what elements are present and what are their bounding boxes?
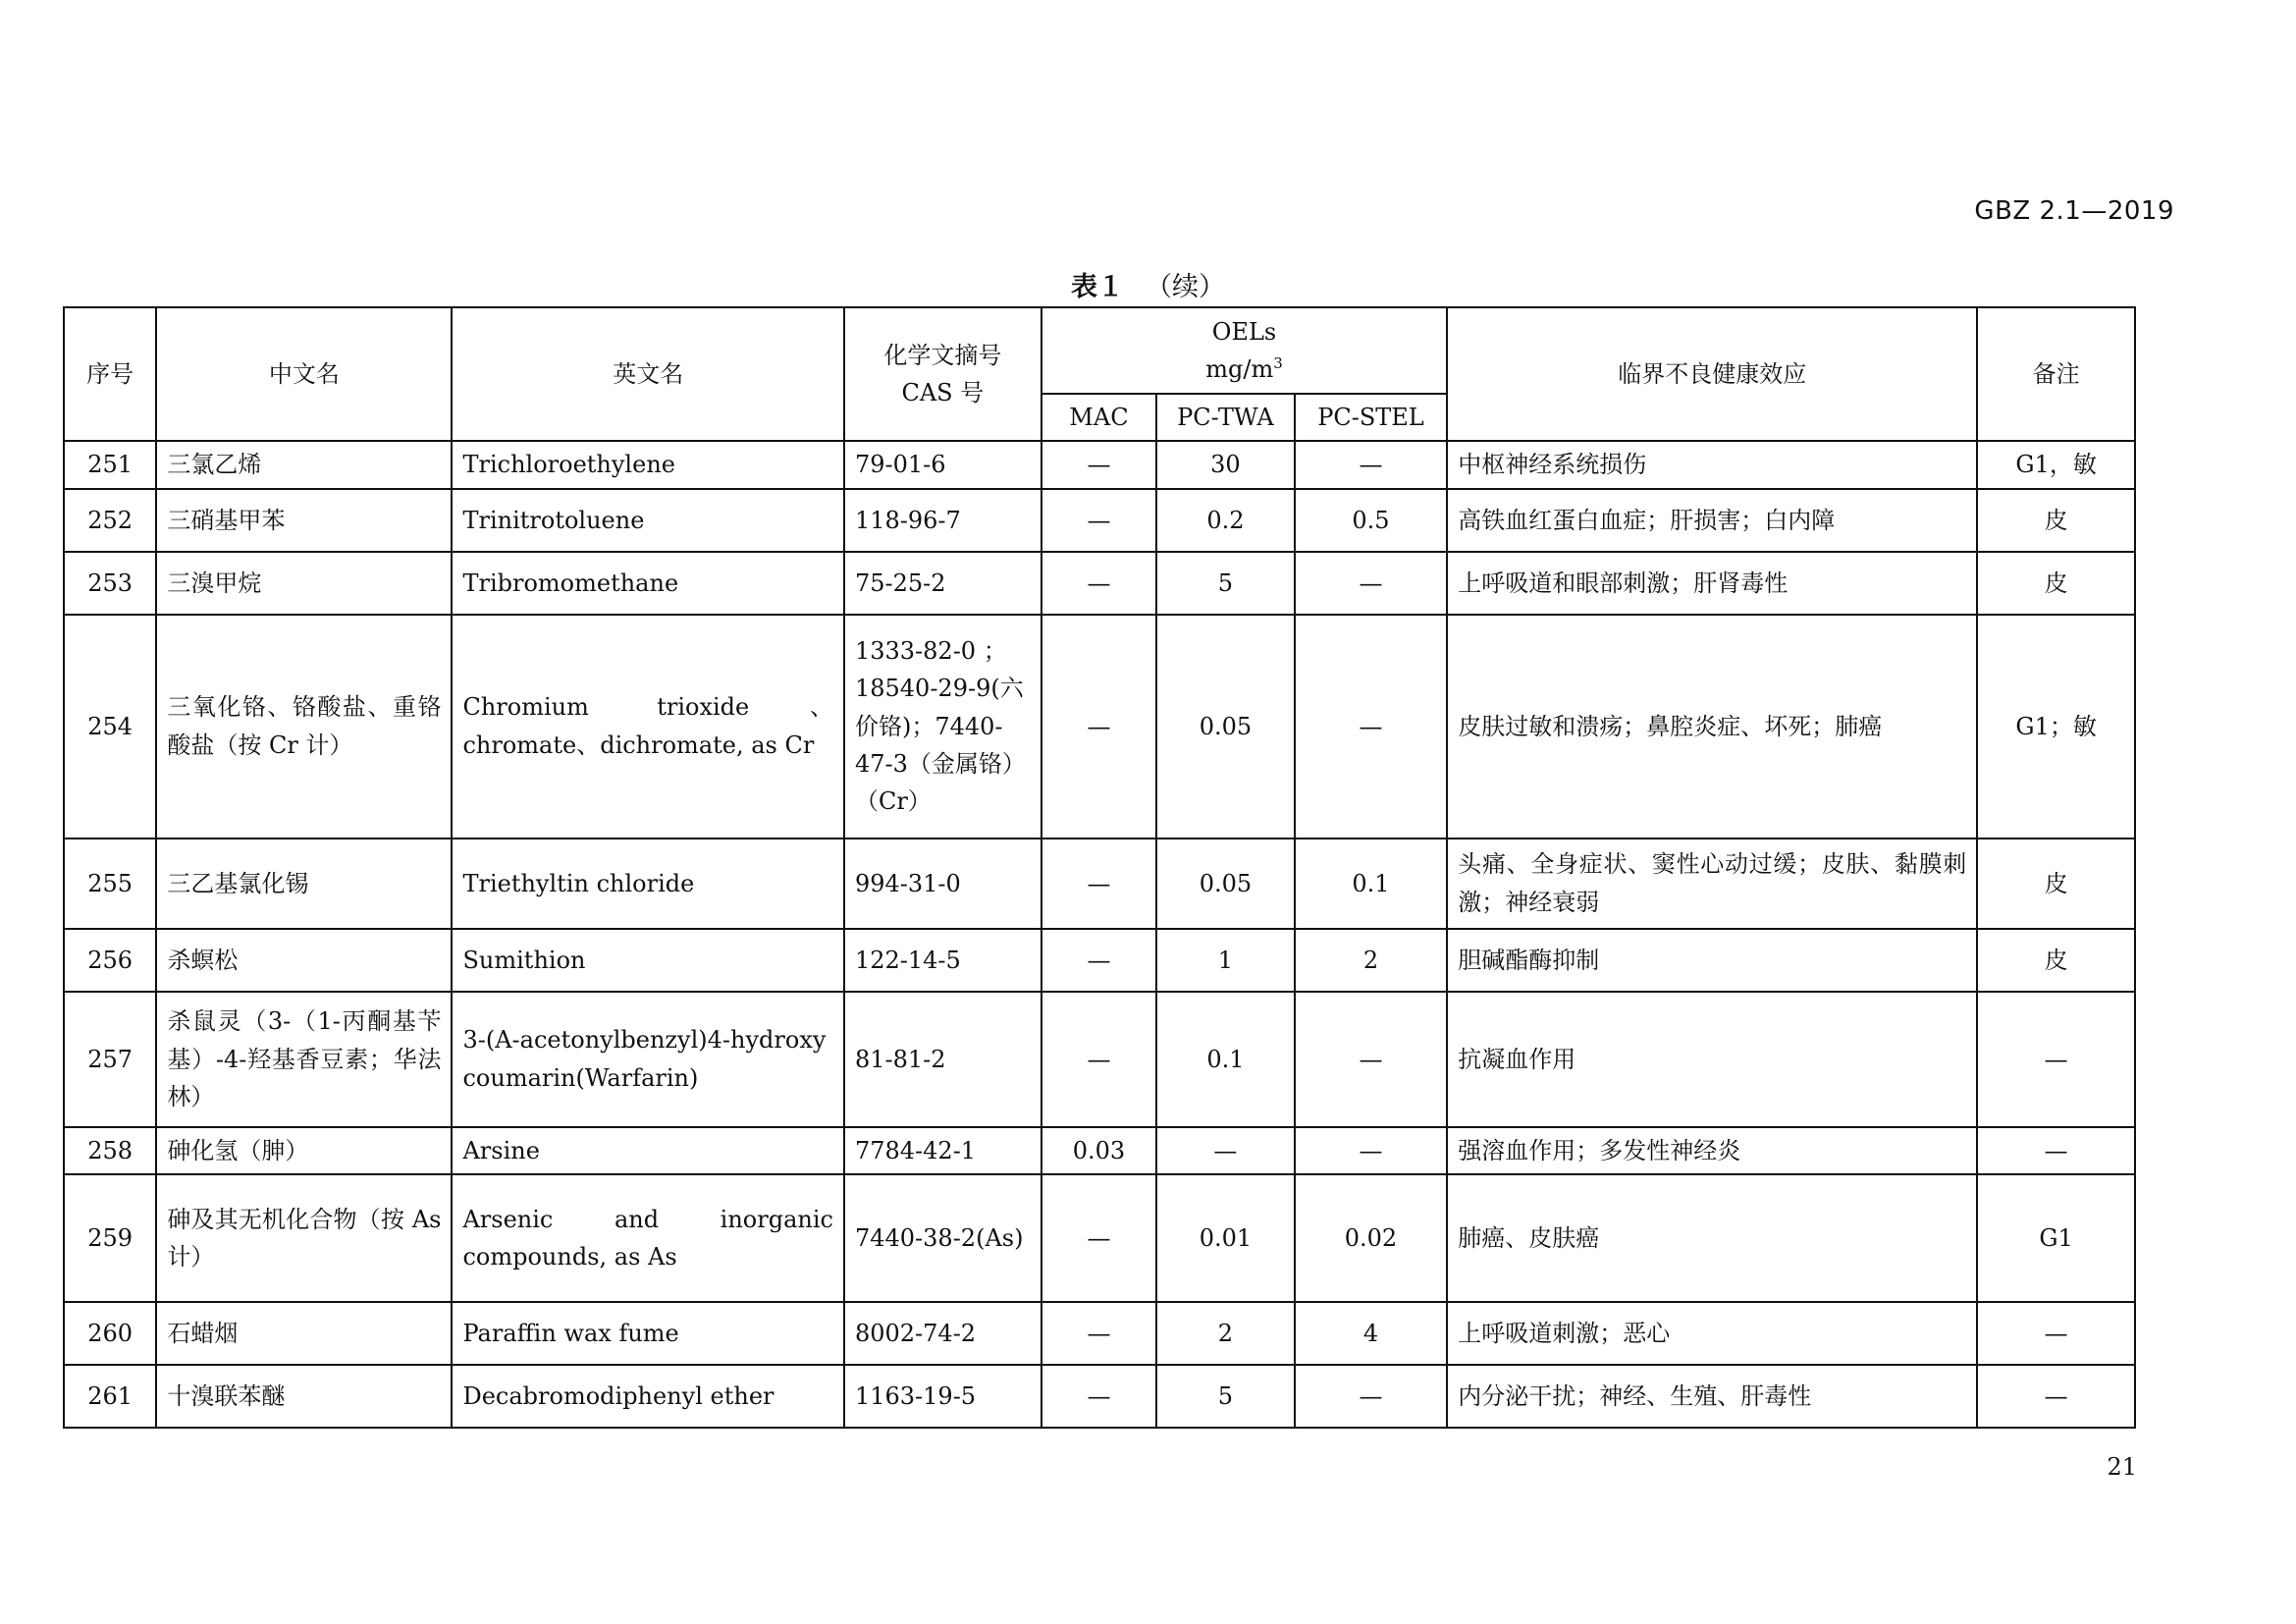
cell-cas: 79-01-6 (844, 441, 1041, 488)
cell-remark: 皮 (1977, 489, 2135, 552)
cell-cas: 118-96-7 (844, 489, 1041, 552)
cell-pc-twa: 2 (1156, 1302, 1295, 1365)
col-header-cas (844, 307, 1041, 441)
cell-cn-name: 石蜡烟 (156, 1302, 452, 1365)
cell-effect: 内分泌干扰；神经、生殖、肝毒性 (1447, 1365, 1977, 1428)
cell-effect: 肺癌、皮肤癌 (1447, 1174, 1977, 1302)
cell-pc-stel: — (1295, 615, 1448, 839)
cell-effect: 抗凝血作用 (1447, 992, 1977, 1127)
cell-cn-name: 三氯乙烯 (156, 441, 452, 488)
cell-cas: 122-14-5 (844, 929, 1041, 992)
cell-seq: 253 (64, 552, 156, 615)
cell-remark: — (1977, 992, 2135, 1127)
cell-pc-stel: — (1295, 1127, 1448, 1174)
cell-mac: — (1041, 615, 1156, 839)
cell-effect: 胆碱酯酶抑制 (1447, 929, 1977, 992)
page-number: 21 (2107, 1453, 2137, 1481)
cell-mac: — (1041, 929, 1156, 992)
table-row (64, 615, 2135, 839)
cell-seq: 258 (64, 1127, 156, 1174)
cell-cas: 994-31-0 (844, 839, 1041, 929)
cell-en-name: Chromium trioxide、chromate、dichromate, as Cr (452, 615, 844, 839)
cell-seq: 255 (64, 839, 156, 929)
cell-pc-twa: — (1156, 1127, 1295, 1174)
col-header-oels-unit-exponent: 3 (1273, 354, 1283, 372)
table-row (64, 1127, 2135, 1174)
table-caption (0, 265, 2296, 303)
cell-cn-name: 杀鼠灵（3-（1-丙酮基苄基）-4-羟基香豆素；华法林） (156, 992, 452, 1127)
cell-pc-twa: 1 (1156, 929, 1295, 992)
cell-pc-stel: — (1295, 992, 1448, 1127)
cell-mac: — (1041, 1302, 1156, 1365)
cell-cn-name: 砷及其无机化合物（按 As 计） (156, 1174, 452, 1302)
cell-cn-name: 三氧化铬、铬酸盐、重铬酸盐（按 Cr 计） (156, 615, 452, 839)
cell-mac: — (1041, 992, 1156, 1127)
cell-effect: 强溶血作用；多发性神经炎 (1447, 1127, 1977, 1174)
cell-cas: 1333-82-0 ；18540-29-9(六价铬)；7440-47-3（金属铬）（Cr） (844, 615, 1041, 839)
cell-mac: — (1041, 441, 1156, 488)
cell-remark: 皮 (1977, 552, 2135, 615)
cell-seq: 259 (64, 1174, 156, 1302)
cell-remark: — (1977, 1302, 2135, 1365)
col-header-cas-line2: CAS 号 (901, 379, 985, 407)
cell-en-name: Triethyltin chloride (452, 839, 844, 929)
oel-table (63, 306, 2136, 1429)
table-caption-continued: （续） (1146, 272, 1225, 302)
cell-seq: 257 (64, 992, 156, 1127)
cell-cn-name: 三硝基甲苯 (156, 489, 452, 552)
cell-pc-stel: 2 (1295, 929, 1448, 992)
cell-remark: G1，敏 (1977, 441, 2135, 488)
cell-effect: 头痛、全身症状、窦性心动过缓；皮肤、黏膜刺激；神经衰弱 (1447, 839, 1977, 929)
cell-cas: 81-81-2 (844, 992, 1041, 1127)
cell-cn-name: 三溴甲烷 (156, 552, 452, 615)
cell-pc-stel: 0.5 (1295, 489, 1448, 552)
cell-seq: 251 (64, 441, 156, 488)
table-row (64, 552, 2135, 615)
col-header-en-name: 英文名 (452, 307, 844, 441)
cell-cas: 8002-74-2 (844, 1302, 1041, 1365)
cell-mac: — (1041, 1174, 1156, 1302)
standard-code: GBZ 2.1—2019 (1974, 196, 2174, 226)
cell-cn-name: 杀螟松 (156, 929, 452, 992)
table-row (64, 1365, 2135, 1428)
col-header-cas-line1: 化学文摘号 (883, 341, 1002, 369)
table-row (64, 1174, 2135, 1302)
cell-seq: 256 (64, 929, 156, 992)
cell-pc-stel: — (1295, 1365, 1448, 1428)
cell-en-name: Decabromodiphenyl ether (452, 1365, 844, 1428)
cell-pc-stel: — (1295, 441, 1448, 488)
col-header-oels (1041, 307, 1448, 394)
col-header-oels-unit (1052, 351, 1437, 388)
table-row (64, 929, 2135, 992)
cell-cn-name: 三乙基氯化锡 (156, 839, 452, 929)
cell-pc-twa: 30 (1156, 441, 1295, 488)
col-header-pc-twa: PC-TWA (1156, 394, 1295, 441)
cell-pc-twa: 5 (1156, 1365, 1295, 1428)
cell-seq: 252 (64, 489, 156, 552)
cell-pc-twa: 0.05 (1156, 615, 1295, 839)
cell-seq: 254 (64, 615, 156, 839)
cell-remark: G1；敏 (1977, 615, 2135, 839)
table-caption-label: 表１ (1071, 272, 1124, 302)
cell-en-name: Paraffin wax fume (452, 1302, 844, 1365)
cell-seq: 261 (64, 1365, 156, 1428)
cell-remark: — (1977, 1365, 2135, 1428)
cell-mac: 0.03 (1041, 1127, 1156, 1174)
cell-en-name: Sumithion (452, 929, 844, 992)
cell-remark: G1 (1977, 1174, 2135, 1302)
cell-pc-twa: 5 (1156, 552, 1295, 615)
cell-seq: 260 (64, 1302, 156, 1365)
cell-en-name: 3-(A-acetonylbenzyl)4-hydroxycoumarin(Warfarin) (452, 992, 844, 1127)
cell-cn-name: 砷化氢（胂） (156, 1127, 452, 1174)
cell-pc-stel: — (1295, 552, 1448, 615)
cell-en-name: Trichloroethylene (452, 441, 844, 488)
cell-effect: 上呼吸道刺激；恶心 (1447, 1302, 1977, 1365)
cell-mac: — (1041, 1365, 1156, 1428)
col-header-oels-unit-base: mg/m (1205, 355, 1274, 383)
cell-cas: 1163-19-5 (844, 1365, 1041, 1428)
cell-cas: 7440-38-2(As) (844, 1174, 1041, 1302)
cell-pc-twa: 0.01 (1156, 1174, 1295, 1302)
cell-mac: — (1041, 839, 1156, 929)
cell-cas: 7784-42-1 (844, 1127, 1041, 1174)
cell-effect: 中枢神经系统损伤 (1447, 441, 1977, 488)
cell-pc-twa: 0.1 (1156, 992, 1295, 1127)
table-row (64, 839, 2135, 929)
col-header-pc-stel: PC-STEL (1295, 394, 1448, 441)
cell-effect: 皮肤过敏和溃疡；鼻腔炎症、坏死；肺癌 (1447, 615, 1977, 839)
col-header-seq: 序号 (64, 307, 156, 441)
col-header-remark: 备注 (1977, 307, 2135, 441)
col-header-oels-line1: OELs (1211, 317, 1277, 346)
cell-remark: — (1977, 1127, 2135, 1174)
col-header-effect: 临界不良健康效应 (1447, 307, 1977, 441)
cell-pc-stel: 0.1 (1295, 839, 1448, 929)
col-header-mac: MAC (1041, 394, 1156, 441)
cell-remark: 皮 (1977, 839, 2135, 929)
cell-cn-name: 十溴联苯醚 (156, 1365, 452, 1428)
cell-en-name: Arsenic and inorganic compounds, as As (452, 1174, 844, 1302)
cell-en-name: Arsine (452, 1127, 844, 1174)
cell-pc-twa: 0.2 (1156, 489, 1295, 552)
table-row (64, 1302, 2135, 1365)
col-header-cn-name: 中文名 (156, 307, 452, 441)
cell-effect: 高铁血红蛋白血症；肝损害；白内障 (1447, 489, 1977, 552)
cell-mac: — (1041, 552, 1156, 615)
table-row (64, 489, 2135, 552)
cell-pc-twa: 0.05 (1156, 839, 1295, 929)
cell-en-name: Trinitrotoluene (452, 489, 844, 552)
cell-remark: 皮 (1977, 929, 2135, 992)
table-row (64, 992, 2135, 1127)
cell-effect: 上呼吸道和眼部刺激；肝肾毒性 (1447, 552, 1977, 615)
cell-pc-stel: 0.02 (1295, 1174, 1448, 1302)
cell-en-name: Tribromomethane (452, 552, 844, 615)
cell-pc-stel: 4 (1295, 1302, 1448, 1365)
cell-cas: 75-25-2 (844, 552, 1041, 615)
table-row (64, 441, 2135, 488)
cell-mac: — (1041, 489, 1156, 552)
